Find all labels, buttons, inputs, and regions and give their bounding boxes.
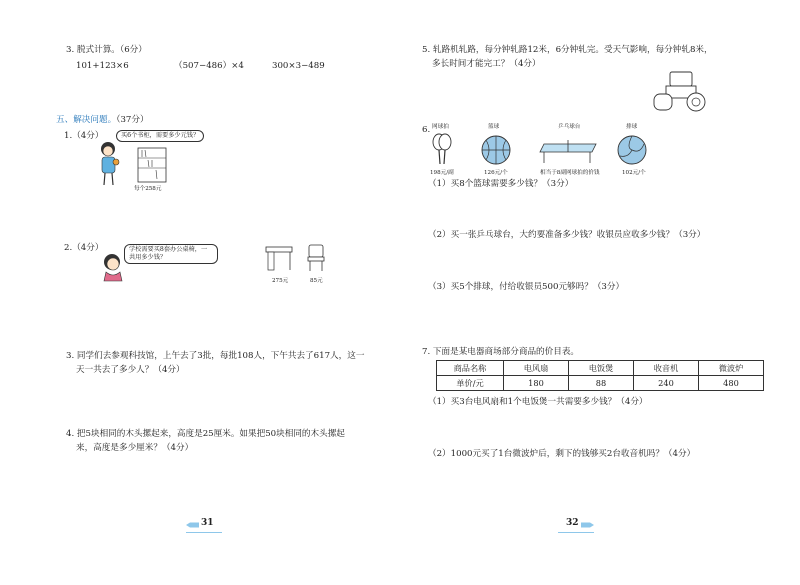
basketball-icon (480, 134, 512, 166)
girl-figure-icon (96, 140, 126, 190)
price-tennis: 198元/副 (430, 170, 454, 176)
table-header-cell: 电风扇 (504, 361, 569, 376)
price-table-row (437, 376, 764, 391)
item-name-pingpong: 乒乓球台 (558, 124, 581, 130)
price-table-header-row (437, 361, 764, 376)
bookshelf-icon (134, 146, 170, 186)
pencil-icon (580, 522, 594, 528)
table-header-cell: 收音机 (634, 361, 699, 376)
q2-label: 2.（4分） (64, 243, 104, 253)
q1-price-label: 每个258元 (134, 186, 162, 192)
price-volleyball: 102元/个 (622, 170, 646, 176)
table-cell: 180 (504, 376, 569, 391)
table-header-cell: 微波炉 (699, 361, 764, 376)
q1-label: 1.（4分） (64, 131, 104, 141)
calc-item-1: 101+123×6 (76, 61, 129, 71)
q6-label: 6. (422, 125, 431, 135)
item-name-basketball: 篮球 (488, 124, 500, 130)
table-cell: 480 (699, 376, 764, 391)
table-cell: 240 (634, 376, 699, 391)
tennis-racket-icon (430, 132, 454, 166)
q7-title: 7. 下面是某电器商场部分商品的价目表。 (422, 347, 580, 357)
q5-line1: 5. 轧路机轧路，每分钟轧路12米，6分钟轧完。受天气影响，每分钟轧8米， (422, 45, 713, 55)
page-number-right: 32 (566, 518, 579, 528)
q3b-line2: 天一共去了多少人？（4分） (76, 365, 185, 375)
teacher-figure-icon (100, 252, 128, 282)
q6-sub3: （3）买5个排球，付给收银员500元够吗？（3分） (428, 282, 625, 292)
chair-icon (305, 243, 327, 273)
q3b-line1: 3. 同学们去参观科技馆，上午去了3批，每批108人，下午共去了617人，这一 (66, 351, 365, 361)
table-cell: 88 (569, 376, 634, 391)
calc-item-3: 300×3−489 (272, 61, 325, 71)
calc-item-2: （507−486）×4 (174, 61, 244, 71)
item-name-tennis: 网球拍 (432, 124, 449, 130)
section-title: 五、解决问题。 (56, 115, 117, 125)
q1-speech-bubble: 买6个书柜，需要多少元钱？ (116, 130, 204, 142)
item-name-volleyball: 排球 (626, 124, 638, 130)
q6-sub2: （2）买一张乒乓球台，大约要准备多少钱？收银员应收多少钱？（3分） (428, 230, 706, 240)
q7-sub1: （1）买3台电风扇和1个电饭煲一共需要多少钱？（4分） (428, 397, 648, 407)
right-page (400, 0, 800, 585)
volleyball-icon (616, 134, 648, 166)
q4-line1: 4. 把5块相同的木头摞起来，高度是25厘米。如果把50块相同的木头摞起 (66, 429, 345, 439)
price-table (436, 360, 764, 391)
page-number-left: 31 (201, 518, 214, 528)
price-pingpong: 相当于8副网球拍的价钱 (540, 170, 600, 176)
q7-sub2: （2）1000元买了1台微波炉后，剩下的钱够买2台收音机吗？（4分） (428, 449, 696, 459)
section-points: （37分） (116, 115, 149, 125)
pingpong-table-icon (538, 138, 600, 164)
price-basketball: 126元/个 (484, 170, 508, 176)
road-roller-icon (652, 70, 708, 114)
footer-line-right (558, 532, 594, 533)
q6-sub1: （1）买8个篮球需要多少钱？（3分） (428, 179, 574, 189)
q3-title: 3. 脱式计算。（6分） (66, 45, 147, 55)
table-cell: 单价/元 (437, 376, 504, 391)
desk-icon (264, 243, 294, 273)
table-header-cell: 商品名称 (437, 361, 504, 376)
section-header (56, 114, 149, 126)
q5-line2: 多长时间才能完工？（4分） (432, 59, 541, 69)
footer-line-left (186, 532, 222, 533)
q2-speech-bubble: 学校需要买8套办公桌椅，一共用多少钱？ (124, 244, 218, 264)
q4-line2: 来，高度是多少厘米？（4分） (76, 443, 194, 453)
desk-price: 275元 (272, 278, 289, 284)
table-header-cell: 电饭煲 (569, 361, 634, 376)
pencil-icon (186, 522, 200, 528)
chair-price: 85元 (310, 278, 323, 284)
